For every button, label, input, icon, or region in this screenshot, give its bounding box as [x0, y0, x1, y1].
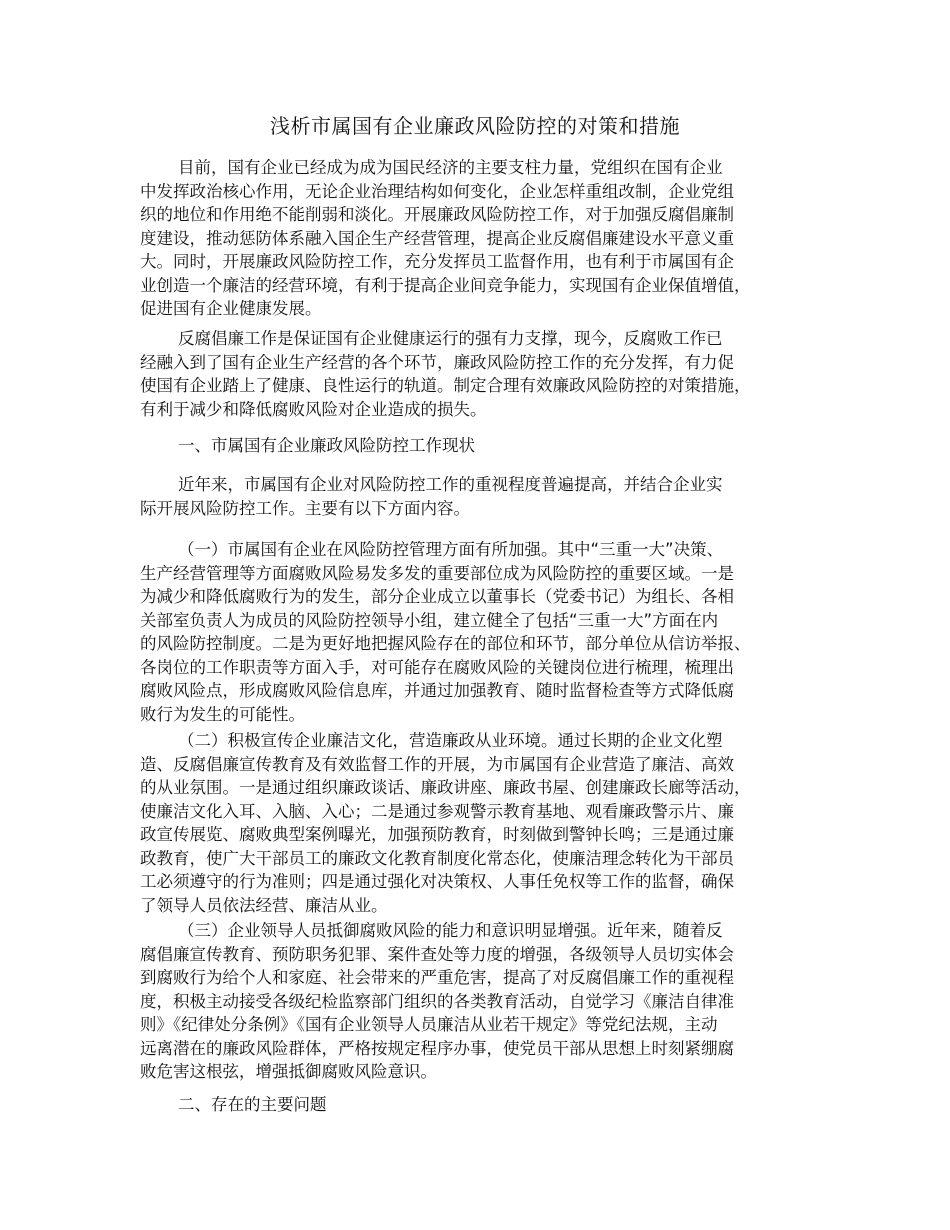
text-line: 腐倡廉宣传教育、预防职务犯罪、案件查处等力度的增强，各级领导人员切实体会 — [140, 944, 734, 964]
text-line: （三）企业领导人员抵御腐败风险的能力和意识明显增强。近年来，随着反 — [178, 921, 723, 940]
text-line: 的风险防控制度。二是为更好地把握风险存在的部位和环节，部分单位从信访举报、 — [140, 634, 751, 653]
text-line: 各岗位的工作职责等方面入手，对可能存在腐败风险的关键岗位进行梳理，梳理出 — [140, 657, 734, 677]
text-line: 经融入到了国有企业生产经营的各个环节，廉政风险防控工作的充分发挥，有力促 — [140, 352, 734, 372]
text-line: 际开展风险防控工作。主要有以下方面内容。 — [140, 498, 470, 518]
text-line: 了领导人员依法经营、廉洁从业。 — [140, 895, 388, 915]
text-line: 使国有企业踏上了健康、良性运行的轨道。制定合理有效廉政风险防控的对策措施， — [140, 376, 751, 395]
text-line: 促进国有企业健康发展。 — [140, 299, 322, 318]
text-line: 政教育，使广大干部员工的廉政文化教育制度化常态化，使廉洁理念转化为干部员 — [140, 848, 734, 868]
section-heading-1 — [140, 434, 828, 458]
text-line: 近年来，市属国有企业对风险防控工作的重视程度普遍提高，并结合企业实 — [178, 475, 723, 494]
text-line: 关部室负责人为成员的风险防控领导小组，建立健全了包括“三重一大”方面在内 — [140, 610, 719, 630]
paragraph-recent-years — [140, 473, 828, 520]
text-line: 目前，国有企业已经成为成为国民经济的主要支柱力量，党组织在国有企业 — [178, 158, 723, 177]
paragraph-item-1 — [140, 538, 828, 726]
paragraph-item-2 — [140, 729, 828, 917]
text-line: 有利于减少和降低腐败风险对企业造成的损失。 — [140, 399, 487, 419]
text-line: 到腐败行为给个人和家庭、社会带来的严重危害，提高了对反腐倡廉工作的重视程 — [140, 968, 734, 987]
text-line: 败行为发生的可能性。 — [140, 704, 305, 724]
document-title: 浅析市属国有企业廉政风险防控的对策和措施 — [270, 114, 680, 138]
text-line: 二、存在的主要问题 — [178, 1095, 327, 1114]
text-line: 织的地位和作用绝不能削弱和淡化。开展廉政风险防控工作，对于加强反腐倡廉制 — [140, 205, 734, 224]
text-line: 败危害这根弦，增强抵御腐败风险意识。 — [140, 1062, 437, 1081]
text-line: 则》《纪律处分条例》《国有企业领导人员廉洁从业若干规定》等党纪法规，主动 — [140, 1015, 718, 1034]
text-line: 反腐倡廉工作是保证国有企业健康运行的强有力支撑，现今，反腐败工作已 — [178, 329, 723, 348]
text-line: 中发挥政治核心作用，无论企业治理结构如何变化，企业怎样重组改制，企业党组 — [140, 181, 734, 201]
paragraph-item-3 — [140, 919, 828, 1084]
text-line: 度，积极主动接受各级纪检监察部门组织的各类教育活动，自觉学习《廉洁自律准 — [140, 991, 734, 1011]
text-line: （一）市属国有企业在风险防控管理方面有所加强。其中“三重一大”决策、 — [178, 540, 724, 559]
text-line: 业创造一个廉洁的经营环境，有利于提高企业间竞争能力，实现国有企业保值增值， — [140, 275, 751, 295]
text-line: 工必须遵守的行为准则；四是通过强化对决策权、人事任免权等工作的监督，确保 — [140, 872, 734, 891]
paragraph-intro — [140, 156, 828, 321]
text-line: 政宣传展览、腐败典型案例曝光，加强预防教育，时刻做到警钟长鸣；三是通过廉 — [140, 825, 734, 844]
text-line: 度建设，推动惩防体系融入国企生产经营管理，提高企业反腐倡廉建设水平意义重 — [140, 228, 734, 248]
text-line: 造、反腐倡廉宣传教育及有效监督工作的开展，为市属国有企业营造了廉洁、高效 — [140, 754, 734, 774]
section-heading-2 — [140, 1093, 828, 1117]
text-line: 腐败风险点，形成腐败风险信息库，并通过加强教育、随时监督检查等方式降低腐 — [140, 681, 734, 700]
text-line: （二）积极宣传企业廉洁文化，营造廉政从业环境。通过长期的企业文化塑 — [178, 731, 723, 750]
paragraph-anticorruption — [140, 327, 828, 421]
text-line: 一、市属国有企业廉政风险防控工作现状 — [178, 436, 475, 455]
text-line: 使廉洁文化入耳、入脑、入心；二是通过参观警示教育基地、观看廉政警示片、廉 — [140, 801, 734, 821]
text-line: 大。同时，开展廉政风险防控工作，充分发挥员工监督作用，也有利于市属国有企 — [140, 252, 734, 271]
text-line: 为减少和降低腐败行为的发生，部分企业成立以董事长（党委书记）为组长、各相 — [140, 587, 734, 606]
text-line: 生产经营管理等方面腐败风险易发多发的重要部位成为风险防控的重要区域。一是 — [140, 563, 734, 583]
text-line: 的从业氛围。一是通过组织廉政谈话、廉政讲座、廉政书屋、创建廉政长廊等活动， — [140, 778, 751, 797]
text-line: 远离潜在的廉政风险群体，严格按规定程序办事，使党员干部从思想上时刻紧绷腐 — [140, 1038, 734, 1058]
